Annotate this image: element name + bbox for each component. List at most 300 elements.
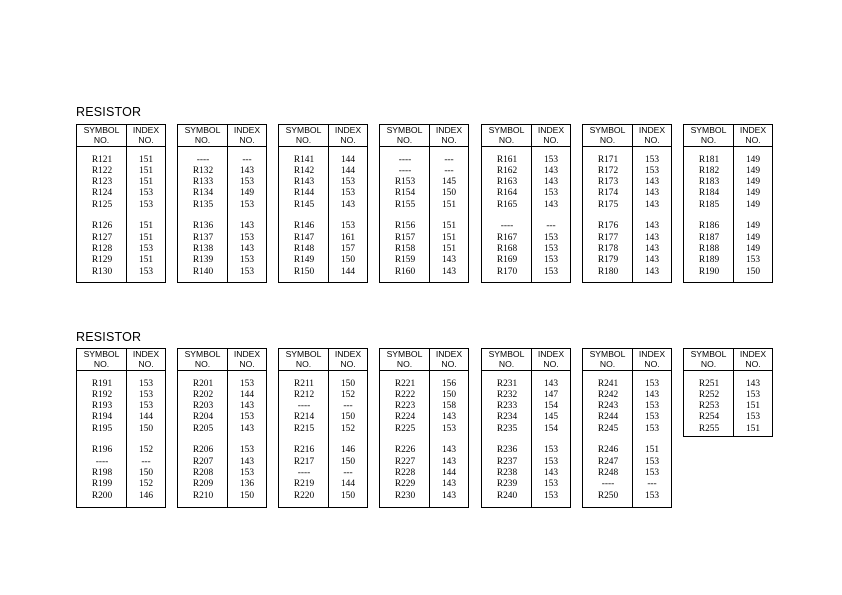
symbol-no-cell: R225	[394, 423, 416, 434]
symbol-no-header	[77, 125, 127, 146]
index-no-cell: 153	[239, 445, 255, 456]
table-row	[178, 412, 266, 423]
section-title: RESISTOR	[76, 330, 142, 344]
index-no-cell: 150	[239, 490, 255, 501]
table-body	[178, 371, 266, 507]
symbol-no-cell: R133	[192, 177, 214, 188]
symbol-no-cell: R156	[394, 221, 416, 232]
symbol-no-cell: R228	[394, 467, 416, 478]
table-row	[178, 445, 266, 456]
table-body	[77, 147, 165, 282]
symbol-no-cell: R179	[597, 255, 619, 266]
symbol-no-cell: ----	[500, 221, 514, 232]
index-no-cell: 143	[441, 412, 457, 423]
symbol-no-cell: R206	[192, 445, 214, 456]
header-line: NO.	[396, 134, 413, 145]
table-row	[178, 390, 266, 401]
table-row	[583, 468, 671, 479]
symbol-no-cell: R196	[91, 445, 113, 456]
table-row	[77, 457, 165, 468]
table-row	[279, 479, 367, 490]
symbol-no-cell: R144	[293, 188, 315, 199]
index-no-cell: ---	[546, 221, 556, 232]
index-no-cell: 151	[138, 221, 154, 232]
index-no-cell: 144	[340, 479, 356, 490]
symbol-no-cell: R227	[394, 456, 416, 467]
index-no-cell: 150	[340, 255, 356, 266]
table-row	[380, 166, 468, 177]
table-row	[482, 221, 570, 232]
index-no-header	[532, 349, 570, 370]
table-row	[482, 401, 570, 412]
resistor-table	[582, 124, 672, 283]
table-row	[380, 401, 468, 412]
index-no-cell: 150	[138, 423, 154, 434]
index-no-cell: 153	[340, 221, 356, 232]
index-no-cell: 153	[543, 479, 559, 490]
symbol-no-cell: R182	[698, 165, 720, 176]
index-no-cell: 149	[745, 188, 761, 199]
symbol-no-cell: R221	[394, 378, 416, 389]
table-header	[684, 349, 772, 371]
symbol-no-cell: R205	[192, 423, 214, 434]
table-row	[77, 200, 165, 211]
symbol-no-cell: R210	[192, 490, 214, 501]
symbol-no-cell: R142	[293, 165, 315, 176]
header-line: NO.	[93, 358, 110, 369]
symbol-no-cell: R202	[192, 389, 214, 400]
symbol-no-cell: R174	[597, 188, 619, 199]
table-row	[178, 424, 266, 435]
table-row	[279, 177, 367, 188]
index-no-cell: 149	[745, 165, 761, 176]
symbol-no-cell: R146	[293, 221, 315, 232]
table-row	[380, 479, 468, 490]
symbol-no-cell: R216	[293, 445, 315, 456]
table-body	[684, 371, 772, 436]
index-no-cell: 149	[745, 243, 761, 254]
header-line: NO.	[340, 358, 356, 369]
symbol-no-cell: R170	[496, 266, 518, 277]
index-no-cell: 143	[239, 243, 255, 254]
table-row	[583, 445, 671, 456]
table-row	[77, 390, 165, 401]
resistor-table	[379, 124, 469, 283]
table-row	[482, 166, 570, 177]
table-row	[279, 491, 367, 502]
symbol-no-cell: R226	[394, 445, 416, 456]
table-header	[583, 125, 671, 147]
symbol-no-header	[583, 349, 633, 370]
symbol-no-cell: R222	[394, 389, 416, 400]
symbol-no-cell: R132	[192, 165, 214, 176]
index-no-cell: 153	[543, 188, 559, 199]
header-line: INDEX	[638, 125, 666, 136]
symbol-no-cell: R163	[496, 177, 518, 188]
table-row	[583, 177, 671, 188]
symbol-no-cell: R177	[597, 232, 619, 243]
index-no-cell: 152	[340, 389, 356, 400]
symbol-no-cell: R212	[293, 389, 315, 400]
table-row	[178, 221, 266, 232]
table-row	[380, 457, 468, 468]
index-no-cell: 153	[543, 255, 559, 266]
table-row	[482, 200, 570, 211]
header-line: INDEX	[739, 125, 767, 136]
table-row	[482, 412, 570, 423]
index-no-cell: 153	[441, 423, 457, 434]
index-no-cell: 153	[239, 255, 255, 266]
header-line: SYMBOL	[589, 125, 626, 136]
symbol-no-cell: R124	[91, 188, 113, 199]
table-row	[178, 177, 266, 188]
header-line: SYMBOL	[184, 349, 221, 360]
resistor-table	[278, 348, 368, 508]
index-no-cell: 143	[644, 389, 660, 400]
table-row	[279, 200, 367, 211]
symbol-no-cell: R253	[698, 401, 720, 412]
table-header	[279, 349, 367, 371]
header-line: INDEX	[334, 125, 362, 136]
table-header	[77, 349, 165, 371]
symbol-no-header	[279, 125, 329, 146]
index-no-cell: 153	[745, 412, 761, 423]
table-row	[380, 267, 468, 278]
header-line: SYMBOL	[488, 125, 525, 136]
index-no-cell: 149	[745, 232, 761, 243]
index-no-header	[430, 349, 468, 370]
table-row	[77, 468, 165, 479]
index-no-cell: 143	[239, 221, 255, 232]
header-line: NO.	[138, 134, 154, 145]
index-no-cell: 143	[745, 378, 761, 389]
symbol-no-cell: R248	[597, 467, 619, 478]
symbol-no-cell: ----	[95, 456, 109, 467]
header-line: NO.	[340, 134, 356, 145]
table-header	[583, 349, 671, 371]
resistor-table	[683, 348, 773, 437]
index-no-cell: 153	[644, 165, 660, 176]
index-no-cell: 150	[340, 490, 356, 501]
index-no-cell: ---	[141, 456, 151, 467]
symbol-no-header	[482, 125, 532, 146]
index-no-cell: 143	[644, 199, 660, 210]
header-line: NO.	[644, 134, 660, 145]
table-row	[279, 457, 367, 468]
table-row	[583, 479, 671, 490]
index-no-cell: 153	[644, 467, 660, 478]
symbol-no-cell: R236	[496, 445, 518, 456]
index-no-cell: 153	[745, 389, 761, 400]
table-header	[380, 125, 468, 147]
header-line: INDEX	[132, 349, 160, 360]
header-line: NO.	[599, 134, 616, 145]
symbol-no-cell: R219	[293, 479, 315, 490]
index-no-header	[127, 349, 165, 370]
table-row	[77, 491, 165, 502]
index-no-cell: 153	[239, 266, 255, 277]
symbol-no-cell: R159	[394, 255, 416, 266]
symbol-no-cell: R137	[192, 232, 214, 243]
table-row	[380, 445, 468, 456]
symbol-no-header	[77, 349, 127, 370]
table-row	[178, 491, 266, 502]
symbol-no-cell: ----	[398, 154, 412, 165]
index-no-header	[329, 349, 367, 370]
table-row	[77, 177, 165, 188]
table-row	[279, 267, 367, 278]
index-no-cell: 143	[543, 378, 559, 389]
symbol-no-cell: R175	[597, 199, 619, 210]
index-no-cell: ---	[242, 154, 252, 165]
index-no-cell: 152	[138, 479, 154, 490]
symbol-no-cell: R141	[293, 154, 315, 165]
table-row	[482, 379, 570, 390]
index-no-cell: 143	[340, 199, 356, 210]
index-no-cell: 156	[441, 378, 457, 389]
header-line: NO.	[396, 358, 413, 369]
header-line: NO.	[543, 134, 559, 145]
index-no-cell: 151	[441, 221, 457, 232]
symbol-no-cell: R237	[496, 456, 518, 467]
index-no-cell: 149	[239, 188, 255, 199]
header-line: SYMBOL	[690, 349, 727, 360]
symbol-no-cell: R243	[597, 401, 619, 412]
symbol-no-cell: R232	[496, 389, 518, 400]
header-line: NO.	[138, 358, 154, 369]
symbol-no-cell: R155	[394, 199, 416, 210]
index-no-cell: 144	[340, 266, 356, 277]
index-no-cell: 153	[138, 243, 154, 254]
table-row	[178, 379, 266, 390]
index-no-cell: 143	[543, 177, 559, 188]
index-no-cell: 143	[441, 266, 457, 277]
index-no-cell: 154	[543, 423, 559, 434]
table-row	[178, 267, 266, 278]
symbol-no-header	[380, 125, 430, 146]
table-row	[482, 445, 570, 456]
symbol-no-cell: R184	[698, 188, 720, 199]
table-row	[380, 468, 468, 479]
table-row	[482, 457, 570, 468]
symbol-no-cell: R172	[597, 165, 619, 176]
table-row	[77, 401, 165, 412]
index-no-cell: 151	[745, 423, 761, 434]
header-line: INDEX	[435, 125, 463, 136]
index-no-header	[228, 349, 266, 370]
table-row	[583, 200, 671, 211]
resistor-table	[481, 124, 571, 283]
header-line: NO.	[295, 134, 312, 145]
symbol-no-cell: R171	[597, 154, 619, 165]
index-no-cell: 143	[543, 165, 559, 176]
symbol-no-header	[178, 125, 228, 146]
symbol-no-cell: R145	[293, 199, 315, 210]
table-row	[77, 412, 165, 423]
resistor-table	[582, 348, 672, 508]
table-row	[684, 166, 772, 177]
index-no-cell: 153	[239, 467, 255, 478]
index-no-cell: 153	[239, 232, 255, 243]
header-line: SYMBOL	[488, 349, 525, 360]
symbol-no-cell: R178	[597, 243, 619, 254]
symbol-no-cell: R164	[496, 188, 518, 199]
index-no-cell: 151	[441, 199, 457, 210]
table-row	[583, 221, 671, 232]
index-no-cell: 150	[340, 412, 356, 423]
table-row	[279, 468, 367, 479]
index-no-cell: 153	[340, 177, 356, 188]
symbol-no-cell: R191	[91, 378, 113, 389]
symbol-no-cell: R242	[597, 389, 619, 400]
resistor-table	[76, 348, 166, 508]
header-line: NO.	[543, 358, 559, 369]
symbol-no-cell: R149	[293, 255, 315, 266]
table-row	[178, 155, 266, 166]
index-no-cell: 151	[441, 232, 457, 243]
table-row	[583, 424, 671, 435]
index-no-cell: 153	[138, 199, 154, 210]
table-row	[380, 221, 468, 232]
symbol-no-cell: R157	[394, 232, 416, 243]
header-line: NO.	[194, 358, 211, 369]
table-body	[583, 147, 671, 282]
table-row	[279, 412, 367, 423]
index-no-cell: 143	[644, 266, 660, 277]
symbol-no-cell: R195	[91, 423, 113, 434]
table-row	[279, 166, 367, 177]
table-row	[178, 244, 266, 255]
table-row	[77, 255, 165, 266]
index-no-cell: 153	[543, 232, 559, 243]
table-row	[77, 267, 165, 278]
table-row	[77, 244, 165, 255]
table-row	[482, 390, 570, 401]
symbol-no-cell: R234	[496, 412, 518, 423]
table-row	[279, 379, 367, 390]
header-line: SYMBOL	[386, 125, 423, 136]
table-row	[583, 244, 671, 255]
index-no-cell: 144	[340, 154, 356, 165]
resistor-table	[76, 124, 166, 283]
table-row	[684, 379, 772, 390]
index-no-cell: 157	[340, 243, 356, 254]
index-no-cell: 152	[340, 423, 356, 434]
table-row	[77, 424, 165, 435]
index-no-cell: 153	[239, 412, 255, 423]
symbol-no-cell: R192	[91, 389, 113, 400]
symbol-no-cell: ----	[196, 154, 210, 165]
symbol-no-cell: R209	[192, 479, 214, 490]
symbol-no-cell: R208	[192, 467, 214, 478]
index-no-cell: ---	[444, 165, 454, 176]
index-no-cell: 150	[340, 456, 356, 467]
symbol-no-cell: R180	[597, 266, 619, 277]
header-line: INDEX	[638, 349, 666, 360]
header-line: NO.	[700, 134, 717, 145]
table-row	[279, 244, 367, 255]
header-line: NO.	[441, 134, 457, 145]
table-row	[583, 188, 671, 199]
symbol-no-cell: R245	[597, 423, 619, 434]
table-row	[380, 177, 468, 188]
symbol-no-cell: R198	[91, 467, 113, 478]
table-row	[380, 233, 468, 244]
index-no-header	[734, 349, 772, 370]
symbol-no-cell: R204	[192, 412, 214, 423]
table-row	[77, 233, 165, 244]
index-no-cell: 143	[239, 401, 255, 412]
table-row	[583, 401, 671, 412]
symbol-no-cell: R169	[496, 255, 518, 266]
header-line: NO.	[441, 358, 457, 369]
table-row	[279, 424, 367, 435]
index-no-cell: 143	[644, 232, 660, 243]
table-row	[583, 390, 671, 401]
symbol-no-cell: R207	[192, 456, 214, 467]
symbol-no-cell: R129	[91, 255, 113, 266]
table-row	[279, 255, 367, 266]
index-no-cell: 153	[644, 456, 660, 467]
symbol-no-header	[380, 349, 430, 370]
symbol-no-cell: R193	[91, 401, 113, 412]
table-row	[684, 200, 772, 211]
index-no-cell: 151	[138, 232, 154, 243]
index-no-cell: 153	[543, 490, 559, 501]
symbol-no-cell: R161	[496, 154, 518, 165]
symbol-no-cell: R230	[394, 490, 416, 501]
symbol-no-cell: R217	[293, 456, 315, 467]
symbol-no-cell: R147	[293, 232, 315, 243]
header-line: NO.	[239, 134, 255, 145]
table-header	[178, 125, 266, 147]
header-line: NO.	[599, 358, 616, 369]
index-no-cell: 143	[644, 221, 660, 232]
symbol-no-cell: R127	[91, 232, 113, 243]
header-line: INDEX	[537, 125, 565, 136]
symbol-no-cell: R251	[698, 378, 720, 389]
symbol-no-cell: R188	[698, 243, 720, 254]
index-no-cell: 153	[644, 401, 660, 412]
table-row	[279, 188, 367, 199]
index-no-cell: 161	[340, 232, 356, 243]
symbol-no-cell: R176	[597, 221, 619, 232]
symbol-no-cell: R125	[91, 199, 113, 210]
symbol-no-cell: R168	[496, 243, 518, 254]
table-row	[380, 491, 468, 502]
index-no-cell: 150	[441, 389, 457, 400]
table-row	[178, 468, 266, 479]
index-no-cell: 153	[644, 154, 660, 165]
table-row	[380, 255, 468, 266]
header-line: NO.	[498, 134, 515, 145]
index-no-cell: 143	[441, 255, 457, 266]
header-line: SYMBOL	[589, 349, 626, 360]
header-line: INDEX	[233, 125, 261, 136]
index-no-cell: 143	[644, 243, 660, 254]
symbol-no-cell: R153	[394, 177, 416, 188]
index-no-cell: ---	[444, 154, 454, 165]
header-line: INDEX	[537, 349, 565, 360]
symbol-no-cell: ----	[297, 401, 311, 412]
index-no-cell: 149	[745, 154, 761, 165]
index-no-cell: ---	[647, 479, 657, 490]
table-row	[279, 233, 367, 244]
table-row	[482, 177, 570, 188]
index-no-cell: 143	[543, 467, 559, 478]
table-row	[583, 155, 671, 166]
table-row	[583, 255, 671, 266]
